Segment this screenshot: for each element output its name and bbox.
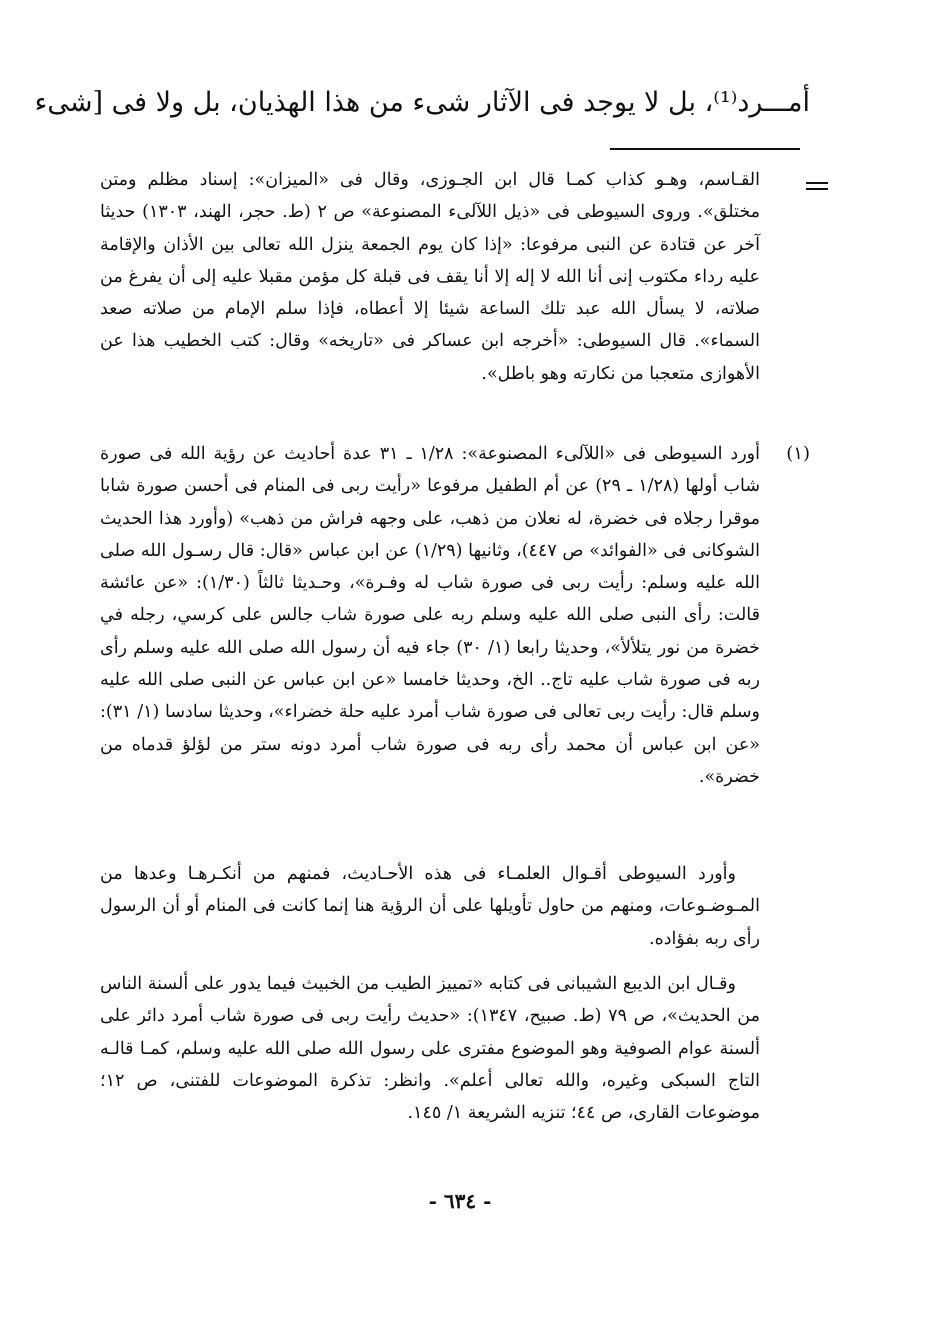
footnote-3: [100, 968, 760, 1129]
footnote-3-text: وقـال ابن الديبع الشيبانى فى كتابه «تمييز الطيب من الخبيث فيما يدور على ألسنة الناس من الحديث»، ص ٧٩ (ط. صبيح، ١٣٤٧): «حديث رأيت ربى فى صورة شاب أمرد دائر على ألسنة عوام الصوفية وهو الموضوع مفترى على رسول الله صلى الله عليه وسلم، كمـا قالـه التاج السبكى وغيره، والله تعالى أعلم». وانظر: تذكرة الموضوعات للفتنى، ص ١٢؛ موضوعات القارى، ص ٤٤؛ تنزيه الشريعة ١/ ١٤٥.: [100, 974, 760, 1124]
footnote-1-text: أورد السيوطى فى «اللآلىء المصنوعة»: ١/٢٨ ـ ٣١ عدة أحاديث عن رؤية الله فى صورة شاب أولها (١/٢٨ ـ ٢٩) عن أم الطفيل مرفوعا «رأيت ربى فى المنام فى أحسن صورة شابا موقرا رجلاه فى خضرة، له نعلان من ذهب، على وجهه فراش من ذهب» (وأورد هذا الحديث الشوكانى فى «الفوائد» ص ٤٤٧)، وثانيها (١/٢٩) عن ابن عباس «قال: قال رسـول الله صلى الله عليه وسلم: رأيت ربى فى صورة شاب له وفـرة»، وحـديثا ثالثاً (١/٣٠): «عن عائشة قالت: رأى النبى صلى الله عليه وسلم ربه على صورة شاب جالس على كرسي، رجله في خضرة من نور يتلألأ»، وحديثا رابعا (١/ ٣٠) جاء فيه أن رسول الله صلى الله عليه وسلم رأى ربه فى صورة شاب عليه تاج.. الخ، وحديثا خامسا «عن ابن عباس عن النبى صلى الله عليه وسلم قال: رأيت ربى تعالى فى صورة شاب أمرد عليه حلة خضراء»، وحديثا سادسا (١/ ٣١): «عن ابن عباس أن محمد رأى ربه فى صورة شاب أمرد دونه ستر من لؤلؤ قدماه من خضرة».: [100, 444, 760, 787]
footnote-2-text: وأورد السيوطى أقـوال العلمـاء فى هذه الأحـاديث، فمنهم من أنكـرهـا وعدها من المـوضـوعات، ومنهم من حاول تأويلها على أن الرؤية هنا إنما كانت فى المنام أو أن الرسول رأى ربه بفؤاده.: [100, 864, 760, 949]
continuation-mark: [806, 182, 828, 184]
continued-footnote: [100, 164, 760, 390]
footnote-1: [100, 438, 760, 793]
footnote-number: (١): [786, 443, 810, 464]
main-text-line: أمـــرد⁽¹⁾، بل لا يوجد فى الآثار شىء من هذا الهذيان، بل ولا فى [شىء: [34, 87, 810, 118]
footnote-2: [100, 858, 760, 955]
footnote-separator: [610, 148, 800, 150]
page-number: - ٦٣٤ -: [428, 1189, 492, 1213]
continuation-mark-second: [806, 188, 828, 190]
continued-footnote-text: القـاسم، وهـو كذاب كمـا قال ابن الجـوزى، وقال فى «الميزان»: إسناد مظلم ومتن مختلق». وروى السيوطى فى «ذيل اللآلىء المصنوعة» ص ٢ (ط. حجر، الهند، ١٣٠٣) حديثا آخر عن قتادة عن النبى مرفوعا: «إذا كان يوم الجمعة ينزل الله تعالى بين الأذان والإقامة عليه رداء مكتوب إنى أنا الله لا إله إلا أنا يقف فى قبلة كل مؤمن مقبلا عليه إلى أن يفرغ من صلاته، لا يسأل الله عبد تلك الساعة شيئا إلا أعطاه، فإذا سلم الإمام من صلاته صعد السماء». قال السيوطى: «أخرجه ابن عساكر فى «تاريخه» وقال: كتب الخطيب هذا عن الأهوازى متعجبا من نكارته وهو باطل».: [100, 170, 760, 384]
